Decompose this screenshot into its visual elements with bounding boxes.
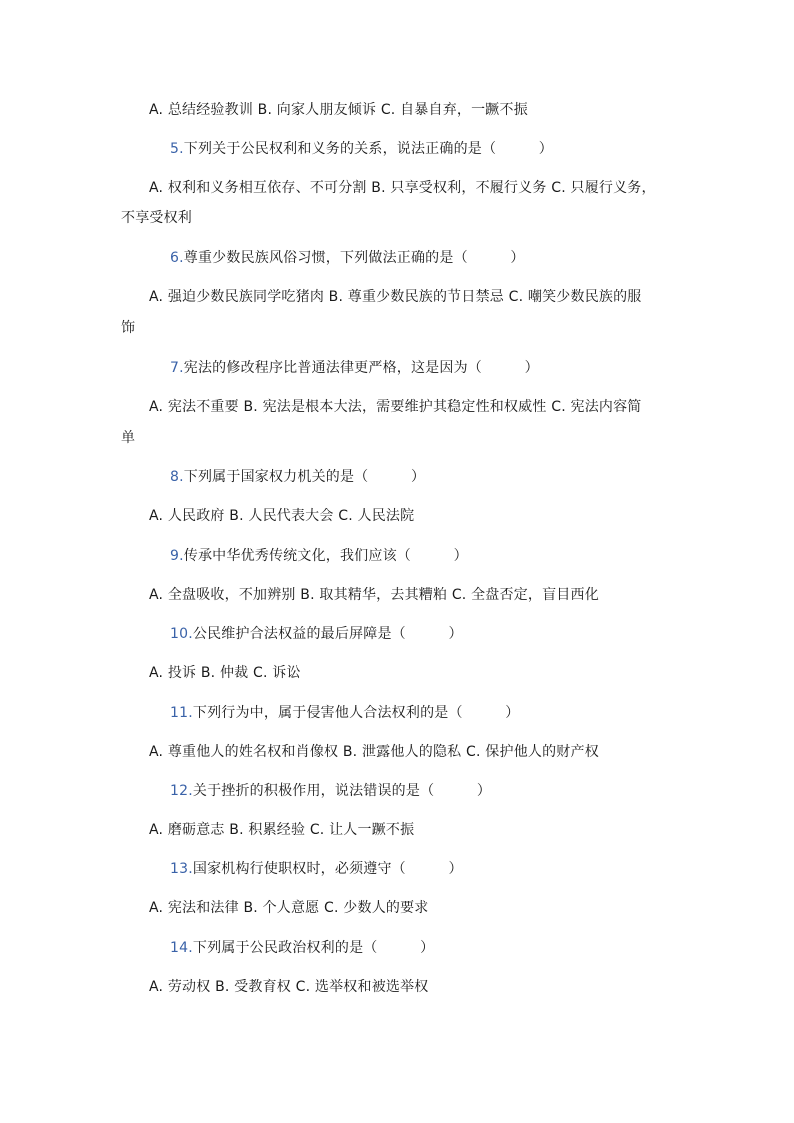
question-number: 6. xyxy=(170,250,184,266)
answer-options-5-line-1: A. 权利和义务相互依存、不可分割 B. 只享受权利，不履行义务 C. 只履行义务， xyxy=(149,180,656,196)
answer-options-10: A. 投诉 B. 仲裁 C. 诉讼 xyxy=(149,665,301,681)
question-text: 公民维护合法权益的最后屏障是（ ） xyxy=(192,626,463,642)
answer-options-5-line-2: 不享受权利 xyxy=(121,210,192,226)
answer-options-6-line-1: A. 强迫少数民族同学吃猪肉 B. 尊重少数民族的节日禁忌 C. 嘲笑少数民族的服 xyxy=(149,289,642,305)
question-number: 7. xyxy=(170,360,184,376)
answer-options-7-line-2: 单 xyxy=(121,430,136,446)
question-13 xyxy=(170,859,463,879)
question-text: 传承中华优秀传统文化，我们应该（ ） xyxy=(183,548,468,564)
question-number: 5. xyxy=(170,141,184,157)
question-number: 13. xyxy=(170,861,193,877)
answer-options-6-line-2: 饰 xyxy=(121,320,136,336)
answer-options-12: A. 磨砺意志 B. 积累经验 C. 让人一蹶不振 xyxy=(149,822,415,838)
answer-options-14: A. 劳动权 B. 受教育权 C. 选举权和被选举权 xyxy=(149,979,429,995)
question-number: 10. xyxy=(170,626,193,642)
answer-options-7-line-1: A. 宪法不重要 B. 宪法是根本大法，需要维护其稳定性和权威性 C. 宪法内容简 xyxy=(149,399,642,415)
question-9 xyxy=(170,546,468,566)
question-number: 14. xyxy=(170,940,193,956)
question-text: 下列属于国家权力机关的是（ ） xyxy=(183,469,426,485)
question-12 xyxy=(170,781,491,801)
question-7 xyxy=(170,358,539,378)
question-6 xyxy=(170,248,525,268)
question-number: 12. xyxy=(170,783,193,799)
question-5 xyxy=(170,139,553,159)
answer-options-13: A. 宪法和法律 B. 个人意愿 C. 少数人的要求 xyxy=(149,900,429,916)
question-10 xyxy=(170,624,463,644)
question-number: 8. xyxy=(170,469,184,485)
question-text: 下列行为中，属于侵害他人合法权利的是（ ） xyxy=(192,705,520,721)
question-number: 9. xyxy=(170,548,184,564)
answer-options-4: A. 总结经验教训 B. 向家人朋友倾诉 C. 自暴自弃，一蹶不振 xyxy=(149,102,528,118)
question-text: 下列属于公民政治权利的是（ ） xyxy=(192,940,435,956)
question-text: 宪法的修改程序比普通法律更严格，这是因为（ ） xyxy=(183,360,539,376)
question-text: 关于挫折的积极作用，说法错误的是（ ） xyxy=(192,783,492,799)
answer-options-11: A. 尊重他人的姓名权和肖像权 B. 泄露他人的隐私 C. 保护他人的财产权 xyxy=(149,744,599,760)
question-text: 国家机构行使职权时，必须遵守（ ） xyxy=(192,861,463,877)
question-number: 11. xyxy=(170,705,193,721)
question-11 xyxy=(170,703,519,723)
answer-options-8: A. 人民政府 B. 人民代表大会 C. 人民法院 xyxy=(149,508,415,524)
question-14 xyxy=(170,938,434,958)
question-8 xyxy=(170,467,425,487)
question-text: 下列关于公民权利和义务的关系，说法正确的是（ ） xyxy=(183,141,553,157)
question-text: 尊重少数民族风俗习惯，下列做法正确的是（ ） xyxy=(183,250,525,266)
answer-options-9: A. 全盘吸收，不加辨别 B. 取其精华，去其糟粕 C. 全盘否定，盲目西化 xyxy=(149,587,599,603)
